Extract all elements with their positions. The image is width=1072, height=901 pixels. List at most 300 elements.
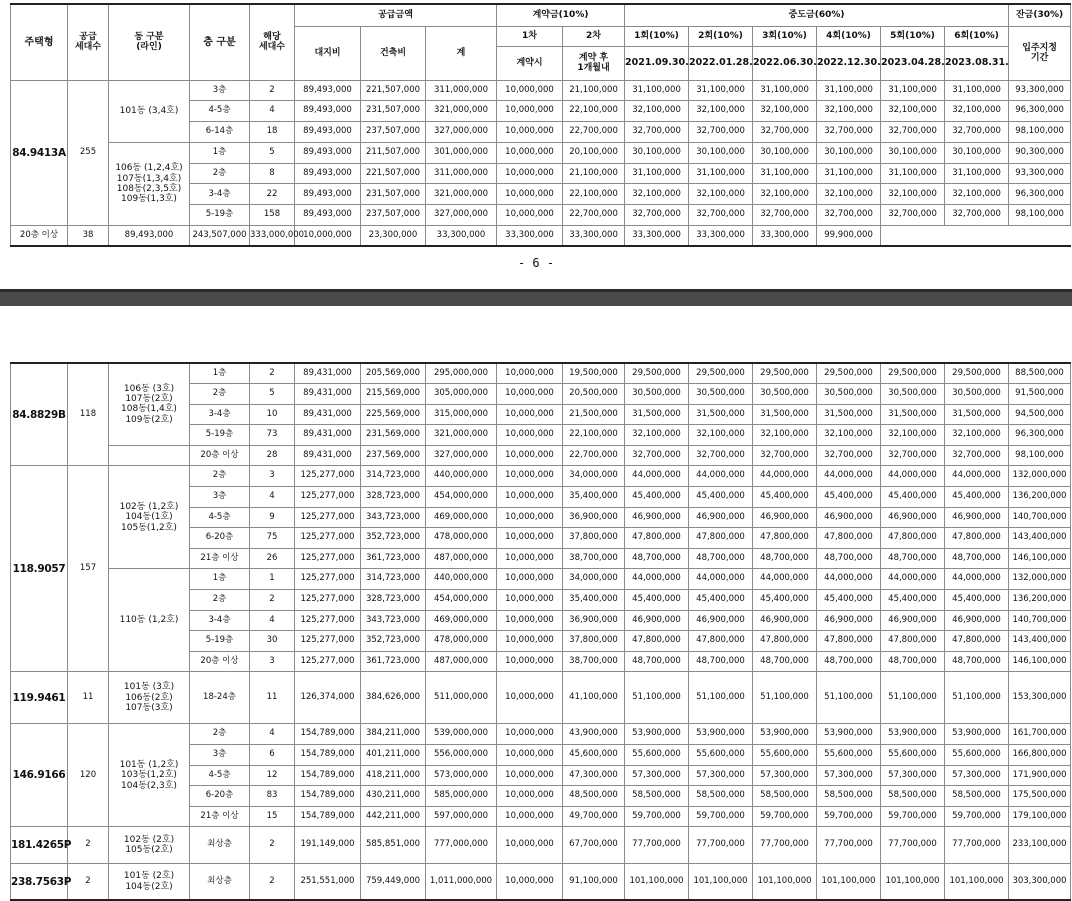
table-cell: 30,500,000 — [817, 384, 881, 405]
table-cell: 2층 — [190, 384, 250, 405]
table-cell: 2층 — [190, 466, 250, 487]
table-cell: 31,100,000 — [625, 80, 689, 101]
table-cell: 29,500,000 — [689, 363, 753, 384]
table-cell: 352,723,000 — [361, 528, 426, 549]
table-cell: 58,500,000 — [945, 786, 1009, 807]
table-cell: 30 — [250, 631, 295, 652]
table-cell: 118.9057 — [11, 466, 68, 672]
table-cell: 30,100,000 — [945, 142, 1009, 163]
table-cell: 29,500,000 — [945, 363, 1009, 384]
table-cell: 45,400,000 — [753, 487, 817, 508]
table-cell: 96,300,000 — [1009, 101, 1071, 122]
table-cell: 10,000,000 — [497, 80, 563, 101]
table-cell: 231,507,000 — [361, 184, 426, 205]
table-cell: 238.7563P — [11, 864, 68, 900]
table-cell: 101,100,000 — [625, 864, 689, 900]
table-cell: 1층 — [190, 363, 250, 384]
table-cell: 45,400,000 — [881, 487, 945, 508]
table-cell: 442,211,000 — [361, 806, 426, 827]
header-construction: 건축비 — [361, 26, 426, 80]
table-cell: 37,800,000 — [563, 528, 625, 549]
table-cell: 32,700,000 — [881, 445, 945, 466]
table-cell: 37,800,000 — [563, 631, 625, 652]
table-cell: 53,900,000 — [945, 724, 1009, 745]
table-cell: 58,500,000 — [689, 786, 753, 807]
table-cell: 44,000,000 — [753, 569, 817, 590]
table-cell: 11 — [250, 672, 295, 724]
table-cell: 3-4층 — [190, 184, 250, 205]
header-date-6: 2023.08.31. — [945, 46, 1009, 80]
table-cell: 57,300,000 — [881, 765, 945, 786]
table-cell: 32,700,000 — [945, 445, 1009, 466]
table-cell: 46,900,000 — [689, 507, 753, 528]
table-cell: 32,100,000 — [945, 425, 1009, 446]
table-cell: 46,900,000 — [945, 507, 1009, 528]
table-row — [11, 80, 1071, 101]
table-cell: 55,600,000 — [689, 745, 753, 766]
table-cell: 32,700,000 — [689, 205, 753, 226]
table-cell: 48,700,000 — [689, 548, 753, 569]
table-cell: 41,100,000 — [563, 672, 625, 724]
table-cell: 44,000,000 — [945, 569, 1009, 590]
table-cell: 93,300,000 — [1009, 80, 1071, 101]
table-cell: 10,000,000 — [497, 864, 563, 900]
table-cell: 125,277,000 — [295, 528, 361, 549]
table-cell: 30,100,000 — [625, 142, 689, 163]
table-cell: 89,493,000 — [109, 226, 190, 247]
table-cell: 301,000,000 — [426, 142, 497, 163]
table-cell: 352,723,000 — [361, 631, 426, 652]
table-cell: 48,500,000 — [563, 786, 625, 807]
table-cell: 3 — [250, 466, 295, 487]
table-cell: 11 — [68, 672, 109, 724]
table-cell: 2 — [250, 80, 295, 101]
table-cell — [109, 445, 190, 466]
table-cell: 84.8829B — [11, 363, 68, 466]
table-cell: 93,300,000 — [1009, 163, 1071, 184]
table-cell: 255 — [68, 80, 109, 226]
table-cell: 47,800,000 — [625, 528, 689, 549]
table-cell: 32,700,000 — [689, 122, 753, 143]
table-cell: 32,700,000 — [753, 205, 817, 226]
table-cell: 251,551,000 — [295, 864, 361, 900]
header-date-3: 2022.06.30. — [753, 46, 817, 80]
table-cell: 31,100,000 — [817, 163, 881, 184]
header-at-contract: 계약시 — [497, 46, 563, 80]
table-cell: 33,300,000 — [497, 226, 563, 247]
table-cell: 55,600,000 — [625, 745, 689, 766]
table-cell: 487,000,000 — [426, 651, 497, 672]
table-cell: 469,000,000 — [426, 507, 497, 528]
table-cell: 44,000,000 — [817, 466, 881, 487]
table-cell: 154,789,000 — [295, 765, 361, 786]
table-cell: 10,000,000 — [497, 122, 563, 143]
table-cell: 2 — [250, 363, 295, 384]
table-cell: 136,200,000 — [1009, 590, 1071, 611]
table-cell: 59,700,000 — [817, 806, 881, 827]
header-middle: 중도금(60%) — [625, 4, 1009, 26]
table-cell: 36,900,000 — [563, 507, 625, 528]
header-move-in-text: 입주지정 기간 — [1022, 42, 1057, 63]
table-cell: 94,500,000 — [1009, 404, 1071, 425]
table-cell: 454,000,000 — [426, 590, 497, 611]
table-cell: 401,211,000 — [361, 745, 426, 766]
table-cell: 237,507,000 — [361, 205, 426, 226]
table-cell: 48,700,000 — [625, 548, 689, 569]
table-cell: 22,100,000 — [563, 184, 625, 205]
table-cell: 32,100,000 — [689, 184, 753, 205]
table-cell: 5 — [250, 384, 295, 405]
table-cell: 33,300,000 — [753, 226, 817, 247]
table-cell: 46,900,000 — [689, 610, 753, 631]
table-cell: 6 — [250, 745, 295, 766]
table-cell: 18-24층 — [190, 672, 250, 724]
table-row — [11, 466, 1071, 487]
table-cell: 125,277,000 — [295, 569, 361, 590]
table-cell: 48,700,000 — [817, 651, 881, 672]
table-cell: 759,449,000 — [361, 864, 426, 900]
table-cell: 22,700,000 — [563, 205, 625, 226]
table-cell: 45,400,000 — [753, 590, 817, 611]
table-cell: 211,507,000 — [361, 142, 426, 163]
table-cell: 73 — [250, 425, 295, 446]
table-cell: 77,700,000 — [689, 827, 753, 864]
table-cell: 295,000,000 — [426, 363, 497, 384]
table-cell: 44,000,000 — [689, 466, 753, 487]
table-cell: 125,277,000 — [295, 466, 361, 487]
table-cell: 10,000,000 — [497, 184, 563, 205]
table-cell: 33,300,000 — [426, 226, 497, 247]
table-cell: 777,000,000 — [426, 827, 497, 864]
table-cell: 32,100,000 — [817, 425, 881, 446]
table-cell: 384,211,000 — [361, 724, 426, 745]
table-cell: 119.9461 — [11, 672, 68, 724]
table-cell: 96,300,000 — [1009, 184, 1071, 205]
table-cell: 46,900,000 — [625, 610, 689, 631]
table-cell: 102동 (2호) 105동(2호) — [109, 827, 190, 864]
table-row — [11, 672, 1071, 724]
table-cell: 21,100,000 — [563, 163, 625, 184]
header-land: 대지비 — [295, 26, 361, 80]
table-cell: 31,500,000 — [689, 404, 753, 425]
table-cell: 511,000,000 — [426, 672, 497, 724]
table-cell: 10,000,000 — [497, 806, 563, 827]
table-cell: 45,400,000 — [689, 487, 753, 508]
table-cell: 31,100,000 — [689, 80, 753, 101]
table-row — [11, 827, 1071, 864]
header-date-2: 2022.01.28. — [689, 46, 753, 80]
table-cell: 9 — [250, 507, 295, 528]
table-cell: 10,000,000 — [497, 487, 563, 508]
table-row — [11, 569, 1071, 590]
table-cell: 33,300,000 — [625, 226, 689, 247]
table-cell: 32,700,000 — [625, 445, 689, 466]
table-cell: 89,493,000 — [295, 142, 361, 163]
header-inst-1: 1회(10%) — [625, 26, 689, 46]
table-cell: 303,300,000 — [1009, 864, 1071, 900]
table-cell: 31,500,000 — [881, 404, 945, 425]
table-cell: 321,000,000 — [426, 184, 497, 205]
table-cell: 51,100,000 — [945, 672, 1009, 724]
table-cell: 5-19층 — [190, 631, 250, 652]
table-cell: 321,000,000 — [426, 425, 497, 446]
table-cell: 55,600,000 — [817, 745, 881, 766]
table-cell: 32,700,000 — [817, 445, 881, 466]
header-date-4: 2022.12.30. — [817, 46, 881, 80]
table-cell: 29,500,000 — [817, 363, 881, 384]
table-cell: 3-4층 — [190, 610, 250, 631]
table-cell: 98,100,000 — [1009, 205, 1071, 226]
table-cell: 32,100,000 — [625, 425, 689, 446]
table-cell: 59,700,000 — [753, 806, 817, 827]
header-building-text: 동 구분 (라인) — [134, 31, 164, 53]
table-cell: 53,900,000 — [753, 724, 817, 745]
header-units — [250, 4, 295, 80]
table-cell: 10,000,000 — [497, 590, 563, 611]
table-cell: 573,000,000 — [426, 765, 497, 786]
table-cell: 10,000,000 — [497, 724, 563, 745]
header-supply-units — [68, 4, 109, 80]
table-cell: 32,700,000 — [753, 122, 817, 143]
table-row — [11, 226, 1071, 247]
table-cell: 478,000,000 — [426, 528, 497, 549]
table-cell: 10,000,000 — [497, 163, 563, 184]
table-cell: 3층 — [190, 745, 250, 766]
table-cell: 32,100,000 — [753, 184, 817, 205]
table-cell: 47,800,000 — [689, 528, 753, 549]
header-move-in — [1009, 26, 1071, 80]
table-cell: 32,100,000 — [881, 101, 945, 122]
table-cell: 38,700,000 — [563, 548, 625, 569]
table-cell: 57,300,000 — [945, 765, 1009, 786]
table-cell: 140,700,000 — [1009, 610, 1071, 631]
table-cell: 146,100,000 — [1009, 548, 1071, 569]
table-cell: 305,000,000 — [426, 384, 497, 405]
table-cell: 20,100,000 — [563, 142, 625, 163]
table-cell: 89,493,000 — [295, 205, 361, 226]
table-cell: 101동 (1,2호) 103동(1,2호) 104동(2,3호) — [109, 724, 190, 827]
table-cell: 32,100,000 — [753, 425, 817, 446]
table-cell: 32,700,000 — [817, 205, 881, 226]
table-cell: 48,700,000 — [753, 651, 817, 672]
table-cell: 30,100,000 — [881, 142, 945, 163]
header-contract: 계약금(10%) — [497, 4, 625, 26]
table-cell: 10,000,000 — [295, 226, 361, 247]
table-cell: 328,723,000 — [361, 487, 426, 508]
table-cell: 89,493,000 — [295, 163, 361, 184]
price-table-top — [10, 3, 1071, 247]
table-cell: 106동 (1,2,4호) 107동(1,3,4호) 108동(2,3,5호) 109동(1,3호) — [109, 142, 190, 225]
table-cell: 34,000,000 — [563, 569, 625, 590]
table-cell: 221,507,000 — [361, 163, 426, 184]
table-cell: 10,000,000 — [497, 786, 563, 807]
table-cell: 59,700,000 — [625, 806, 689, 827]
table-cell: 43,900,000 — [563, 724, 625, 745]
table-cell: 32,700,000 — [625, 122, 689, 143]
table-cell: 157 — [68, 466, 109, 672]
header-inst-3: 3회(10%) — [753, 26, 817, 46]
table-cell: 47,800,000 — [881, 631, 945, 652]
table-cell: 1층 — [190, 569, 250, 590]
table-cell: 67,700,000 — [563, 827, 625, 864]
table-cell: 12 — [250, 765, 295, 786]
table-cell: 20층 이상 — [190, 445, 250, 466]
table-cell: 4 — [250, 610, 295, 631]
table-cell: 29,500,000 — [753, 363, 817, 384]
table-cell: 45,400,000 — [817, 487, 881, 508]
table-cell: 361,723,000 — [361, 548, 426, 569]
table-cell: 45,400,000 — [625, 487, 689, 508]
table-cell: 47,300,000 — [563, 765, 625, 786]
table-cell: 48,700,000 — [881, 651, 945, 672]
table-cell: 44,000,000 — [817, 569, 881, 590]
table-cell: 154,789,000 — [295, 806, 361, 827]
table-cell: 539,000,000 — [426, 724, 497, 745]
table-cell: 44,000,000 — [881, 569, 945, 590]
table-cell: 6-20층 — [190, 786, 250, 807]
table-cell: 31,500,000 — [753, 404, 817, 425]
table-cell: 10,000,000 — [497, 765, 563, 786]
table-cell: 30,100,000 — [817, 142, 881, 163]
table-cell: 48,700,000 — [945, 548, 1009, 569]
table-cell: 125,277,000 — [295, 487, 361, 508]
table-cell: 83 — [250, 786, 295, 807]
table-cell: 10,000,000 — [497, 507, 563, 528]
table-cell: 125,277,000 — [295, 610, 361, 631]
header-within-month-text: 계약 후 1개월내 — [577, 52, 610, 73]
table-cell: 585,000,000 — [426, 786, 497, 807]
table-cell: 120 — [68, 724, 109, 827]
table-cell: 10,000,000 — [497, 404, 563, 425]
table-cell: 36,900,000 — [563, 610, 625, 631]
table-cell: 487,000,000 — [426, 548, 497, 569]
table-cell: 21층 이상 — [190, 806, 250, 827]
table-cell: 45,600,000 — [563, 745, 625, 766]
table-cell: 22 — [250, 184, 295, 205]
table-cell: 31,100,000 — [945, 80, 1009, 101]
table-row — [11, 724, 1071, 745]
table-cell: 166,800,000 — [1009, 745, 1071, 766]
header-supply-price: 공급금액 — [295, 4, 497, 26]
table-cell: 146,100,000 — [1009, 651, 1071, 672]
table-cell: 89,431,000 — [295, 404, 361, 425]
table-cell: 77,700,000 — [945, 827, 1009, 864]
table-cell: 132,000,000 — [1009, 569, 1071, 590]
table-cell: 231,507,000 — [361, 101, 426, 122]
table-cell: 45,400,000 — [625, 590, 689, 611]
table-cell: 47,800,000 — [945, 631, 1009, 652]
table-cell: 46,900,000 — [625, 507, 689, 528]
table-cell: 47,800,000 — [753, 631, 817, 652]
table-cell: 46,900,000 — [881, 507, 945, 528]
table-cell: 30,500,000 — [945, 384, 1009, 405]
table-cell: 34,000,000 — [563, 466, 625, 487]
table-cell: 53,900,000 — [625, 724, 689, 745]
table-cell: 215,569,000 — [361, 384, 426, 405]
table-cell: 29,500,000 — [881, 363, 945, 384]
table-cell: 77,700,000 — [817, 827, 881, 864]
table-cell: 327,000,000 — [426, 445, 497, 466]
table-cell: 31,100,000 — [881, 163, 945, 184]
table-cell: 384,626,000 — [361, 672, 426, 724]
table-cell: 110동 (1,2호) — [109, 569, 190, 672]
table-cell: 20층 이상 — [11, 226, 68, 247]
table-cell: 89,493,000 — [295, 122, 361, 143]
table-cell: 46,900,000 — [753, 610, 817, 631]
table-cell: 1 — [250, 569, 295, 590]
table-cell: 47,800,000 — [689, 631, 753, 652]
table-cell: 32,100,000 — [881, 425, 945, 446]
table-cell: 58,500,000 — [625, 786, 689, 807]
table-cell: 55,600,000 — [881, 745, 945, 766]
table-cell: 333,000,000 — [250, 226, 295, 247]
table-cell: 38,700,000 — [563, 651, 625, 672]
table-cell: 91,100,000 — [563, 864, 625, 900]
table-cell: 30,100,000 — [753, 142, 817, 163]
table-cell: 418,211,000 — [361, 765, 426, 786]
table-cell: 30,500,000 — [625, 384, 689, 405]
table-cell: 53,900,000 — [817, 724, 881, 745]
header-balance: 잔금(30%) — [1009, 4, 1071, 26]
table-cell: 21,100,000 — [563, 80, 625, 101]
table-cell: 101,100,000 — [881, 864, 945, 900]
table-cell: 46,900,000 — [881, 610, 945, 631]
table-cell: 31,500,000 — [625, 404, 689, 425]
table-cell: 57,300,000 — [817, 765, 881, 786]
table-cell: 46,900,000 — [945, 610, 1009, 631]
table-cell: 29,500,000 — [625, 363, 689, 384]
table-cell: 22,700,000 — [563, 445, 625, 466]
header-building — [109, 4, 190, 80]
table-cell: 343,723,000 — [361, 610, 426, 631]
table-cell: 1,011,000,000 — [426, 864, 497, 900]
table-cell: 31,500,000 — [945, 404, 1009, 425]
table-cell: 89,431,000 — [295, 425, 361, 446]
table-cell: 57,300,000 — [753, 765, 817, 786]
table-cell: 454,000,000 — [426, 487, 497, 508]
table-cell: 89,493,000 — [295, 80, 361, 101]
table-cell: 311,000,000 — [426, 163, 497, 184]
table-cell: 28 — [250, 445, 295, 466]
table-cell: 10,000,000 — [497, 745, 563, 766]
table-cell: 585,851,000 — [361, 827, 426, 864]
table-cell: 32,700,000 — [753, 445, 817, 466]
header-date-5: 2023.04.28. — [881, 46, 945, 80]
table-cell: 5-19층 — [190, 205, 250, 226]
table-cell: 314,723,000 — [361, 466, 426, 487]
table-cell: 10,000,000 — [497, 548, 563, 569]
table-cell: 77,700,000 — [625, 827, 689, 864]
table-cell: 47,800,000 — [625, 631, 689, 652]
table-cell: 106동 (3호) 107동(2호) 108동(1,4호) 109동(2호) — [109, 363, 190, 445]
table-cell: 102동 (1,2호) 104동(1호) 105동(1,2호) — [109, 466, 190, 569]
table-cell: 136,200,000 — [1009, 487, 1071, 508]
table-cell: 89,431,000 — [295, 445, 361, 466]
table-cell: 205,569,000 — [361, 363, 426, 384]
table-cell: 314,723,000 — [361, 569, 426, 590]
page-divider — [0, 289, 1072, 306]
header-inst-2: 2회(10%) — [689, 26, 753, 46]
page-number: - 6 - — [517, 256, 555, 270]
table-cell: 89,493,000 — [295, 184, 361, 205]
table-cell: 59,700,000 — [689, 806, 753, 827]
table-cell: 57,300,000 — [625, 765, 689, 786]
table-cell: 10,000,000 — [497, 651, 563, 672]
table-cell: 32,700,000 — [625, 205, 689, 226]
table-cell: 89,431,000 — [295, 384, 361, 405]
table-cell: 77,700,000 — [753, 827, 817, 864]
table-cell: 최상층 — [190, 864, 250, 900]
